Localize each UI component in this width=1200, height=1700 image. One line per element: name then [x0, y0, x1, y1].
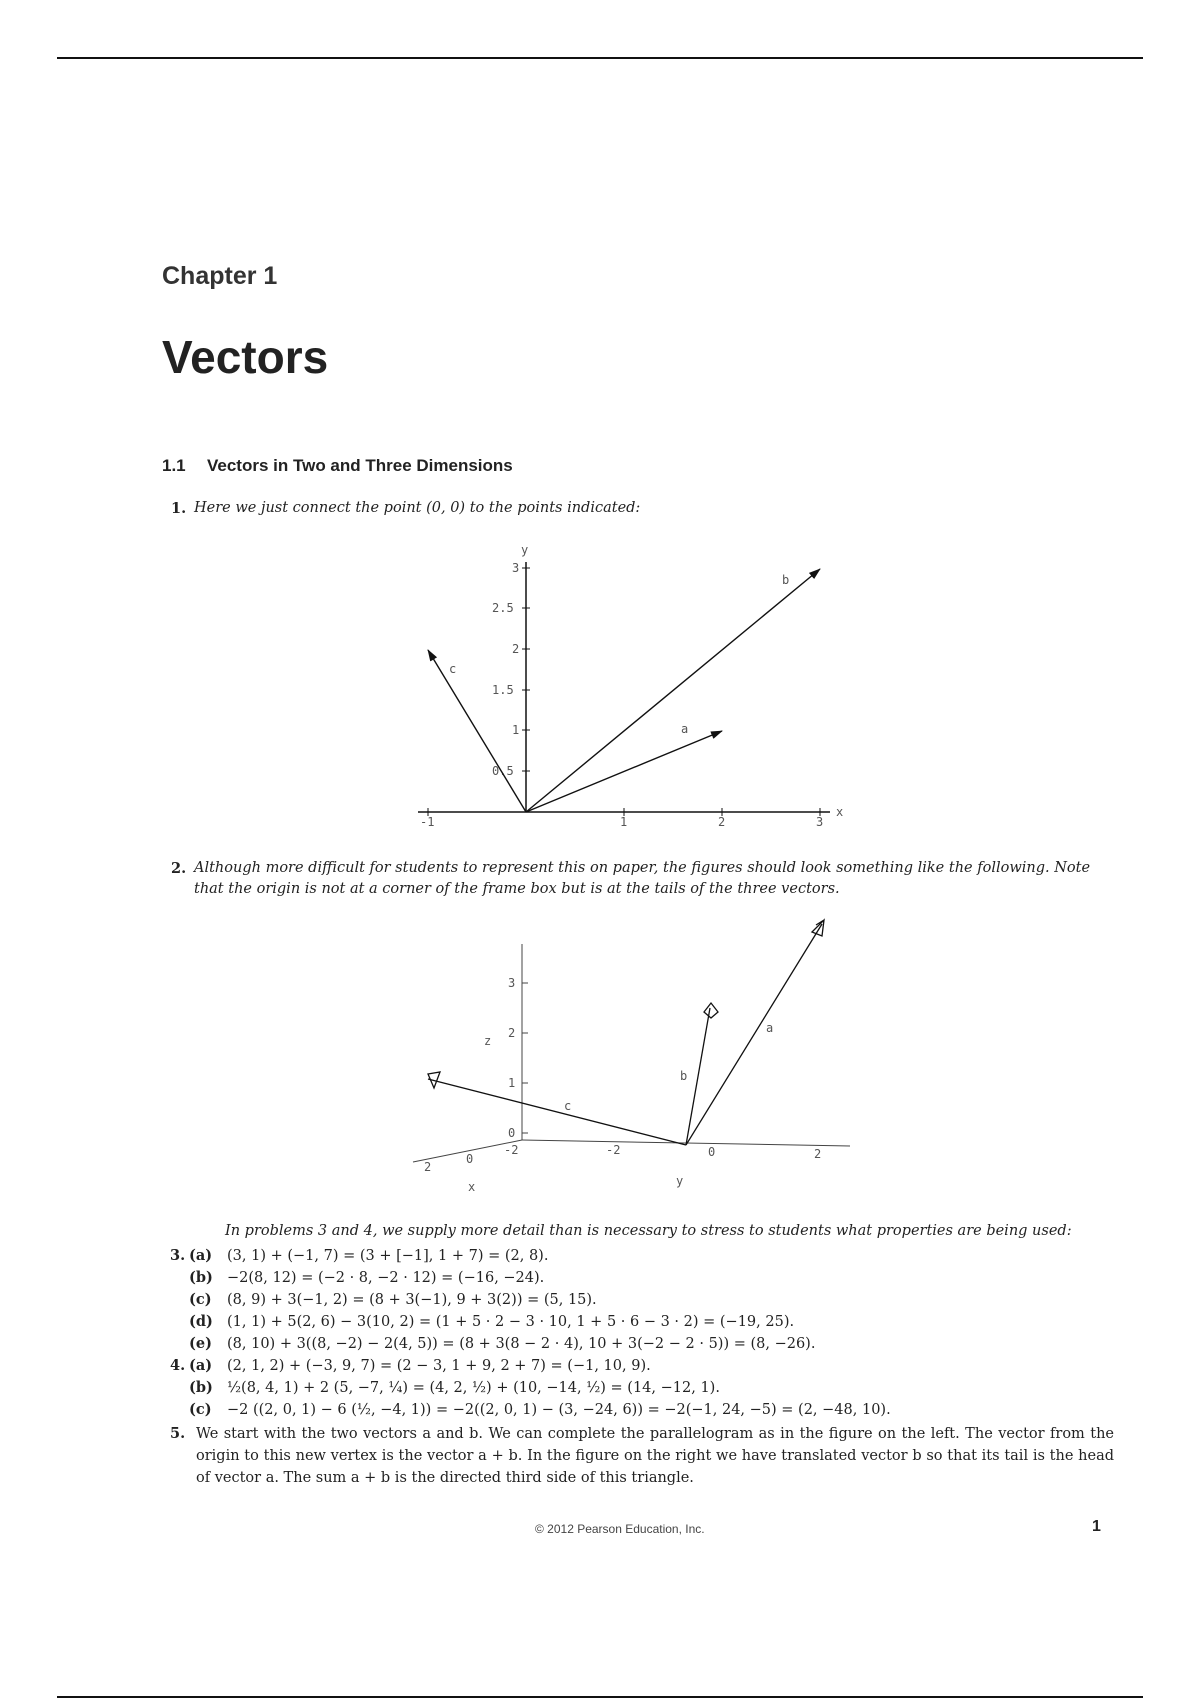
y-tick-label: 3 — [512, 561, 520, 575]
part-expression: (8, 9) + 3(−1, 2) = (8 + 3(−1), 9 + 3(2)) = (5, 15). — [227, 1292, 597, 1308]
vector-c-label: c — [449, 662, 457, 676]
list-item — [170, 1289, 1130, 1311]
problems-3-5 — [170, 1245, 1130, 1489]
part-expression: (2, 1, 2) + (−3, 9, 7) = (2 − 3, 1 + 9, 2 + 7) = (−1, 10, 9). — [227, 1358, 651, 1374]
x-tick-label: -2 — [504, 1143, 519, 1157]
part-label: (a) — [189, 1247, 213, 1264]
y-axis-label: y — [676, 1174, 684, 1188]
vector-c — [428, 1079, 686, 1145]
list-item — [170, 1355, 1130, 1377]
x-tick-label: 2 — [718, 815, 726, 829]
list-item — [170, 1399, 1130, 1421]
part-expression: (1, 1) + 5(2, 6) − 3(10, 2) = (1 + 5 · 2 − 3 · 10, 1 + 5 · 6 − 3 · 2) = (−19, 25). — [227, 1314, 795, 1330]
y-tick-label: 2 — [512, 642, 520, 656]
bottom-rule — [57, 1696, 1143, 1698]
part-label: (e) — [189, 1335, 212, 1352]
y-tick-label: 0.5 — [492, 764, 514, 778]
vector-c-label: c — [564, 1099, 572, 1113]
part-label: (b) — [189, 1379, 213, 1396]
problem-number: 4. — [170, 1357, 186, 1374]
z-tick-label: 2 — [508, 1026, 516, 1040]
problems-3-4-intro: In problems 3 and 4, we supply more detail than is necessary to stress to students what properties are being used: — [225, 1223, 1072, 1239]
y-tick-label: 2 — [814, 1147, 822, 1161]
z-tick-label: 0 — [508, 1126, 516, 1140]
part-expression: ½(8, 4, 1) + 2 (5, −7, ¼) = (4, 2, ½) + (10, −14, ½) = (14, −12, 1). — [227, 1380, 720, 1396]
x-axis-label: x — [468, 1180, 476, 1194]
problem-number: 2. — [171, 860, 187, 877]
part-label: (c) — [189, 1291, 212, 1308]
part-expression: −2(8, 12) = (−2 · 8, −2 · 12) = (−16, −24). — [227, 1270, 545, 1286]
x-tick-label: 1 — [620, 815, 628, 829]
section-title: Vectors in Two and Three Dimensions — [207, 456, 513, 475]
z-ticks — [522, 983, 528, 1133]
list-item — [170, 1245, 1130, 1267]
x-tick-label: -1 — [420, 815, 435, 829]
page-number: 1 — [1092, 1518, 1101, 1535]
section-number: 1.1 — [162, 456, 186, 475]
problem-5 — [170, 1423, 1130, 1489]
chapter-title: Vectors — [162, 331, 329, 383]
problem-number: 3. — [170, 1247, 186, 1264]
part-label: (c) — [189, 1401, 212, 1418]
part-expression: −2 ((2, 0, 1) − 6 (½, −4, 1)) = −2((2, 0, 1) − (3, −24, 6)) = −2(−1, 24, −5) = (2, −48, 10). — [227, 1402, 891, 1418]
z-tick-label: 3 — [508, 976, 516, 990]
list-item — [170, 1267, 1130, 1289]
y-tick-label: 0 — [708, 1145, 716, 1159]
chapter-label: Chapter 1 — [162, 262, 278, 290]
copyright-footer: © 2012 Pearson Education, Inc. — [535, 1522, 705, 1536]
problem-text: We start with the two vectors a and b. We can complete the parallelogram as in the figure on the left. The vector from the origin to this new vertex is the vector a + b. In the figure on the right we have translated vector b so that its tail is the head of vector a. The sum a + b is the directed third side of this triangle. — [196, 1426, 1114, 1486]
vector-a-label: a — [766, 1021, 774, 1035]
x-tick-label: 3 — [816, 815, 824, 829]
part-label: (a) — [189, 1357, 213, 1374]
x-axis-label: x — [836, 805, 844, 819]
y-tick-label: -2 — [606, 1143, 621, 1157]
list-item — [170, 1311, 1130, 1333]
y-axis-label: y — [521, 543, 529, 557]
y-tick-label: 1.5 — [492, 683, 514, 697]
vector-b-label: b — [782, 573, 790, 587]
part-expression: (3, 1) + (−1, 7) = (3 + [−1], 1 + 7) = (2, 8). — [227, 1248, 549, 1264]
part-label: (d) — [189, 1313, 213, 1330]
y-tick-label: 1 — [512, 723, 520, 737]
part-expression: (8, 10) + 3((8, −2) − 2(4, 5)) = (8 + 3(8 − 2 · 4), 10 + 3(−2 − 2 · 5)) = (8, −26). — [227, 1336, 816, 1352]
list-item — [170, 1377, 1130, 1399]
x-tick-label: 2 — [424, 1160, 432, 1174]
vector-a-head — [812, 920, 824, 936]
x-tick-label: 0 — [466, 1152, 474, 1166]
problem-number: 5. — [170, 1425, 186, 1442]
z-axis-label: z — [484, 1034, 492, 1048]
vector-b-label: b — [680, 1069, 688, 1083]
problem-text: Here we just connect the point (0, 0) to the points indicated: — [194, 500, 641, 516]
vector-b-head — [704, 1003, 718, 1018]
y-tick-label: 2.5 — [492, 601, 514, 615]
problem-text: Although more difficult for students to represent this on paper, the figures should look something like the following. Note that the origin is not at a corner of the frame box but is at the tails of the three vectors. — [194, 860, 1091, 897]
list-item — [170, 1333, 1130, 1355]
part-label: (b) — [189, 1269, 213, 1286]
vector-a-label: a — [681, 722, 689, 736]
vector-a — [686, 924, 822, 1145]
problem-number: 1. — [171, 500, 187, 517]
z-tick-label: 1 — [508, 1076, 516, 1090]
